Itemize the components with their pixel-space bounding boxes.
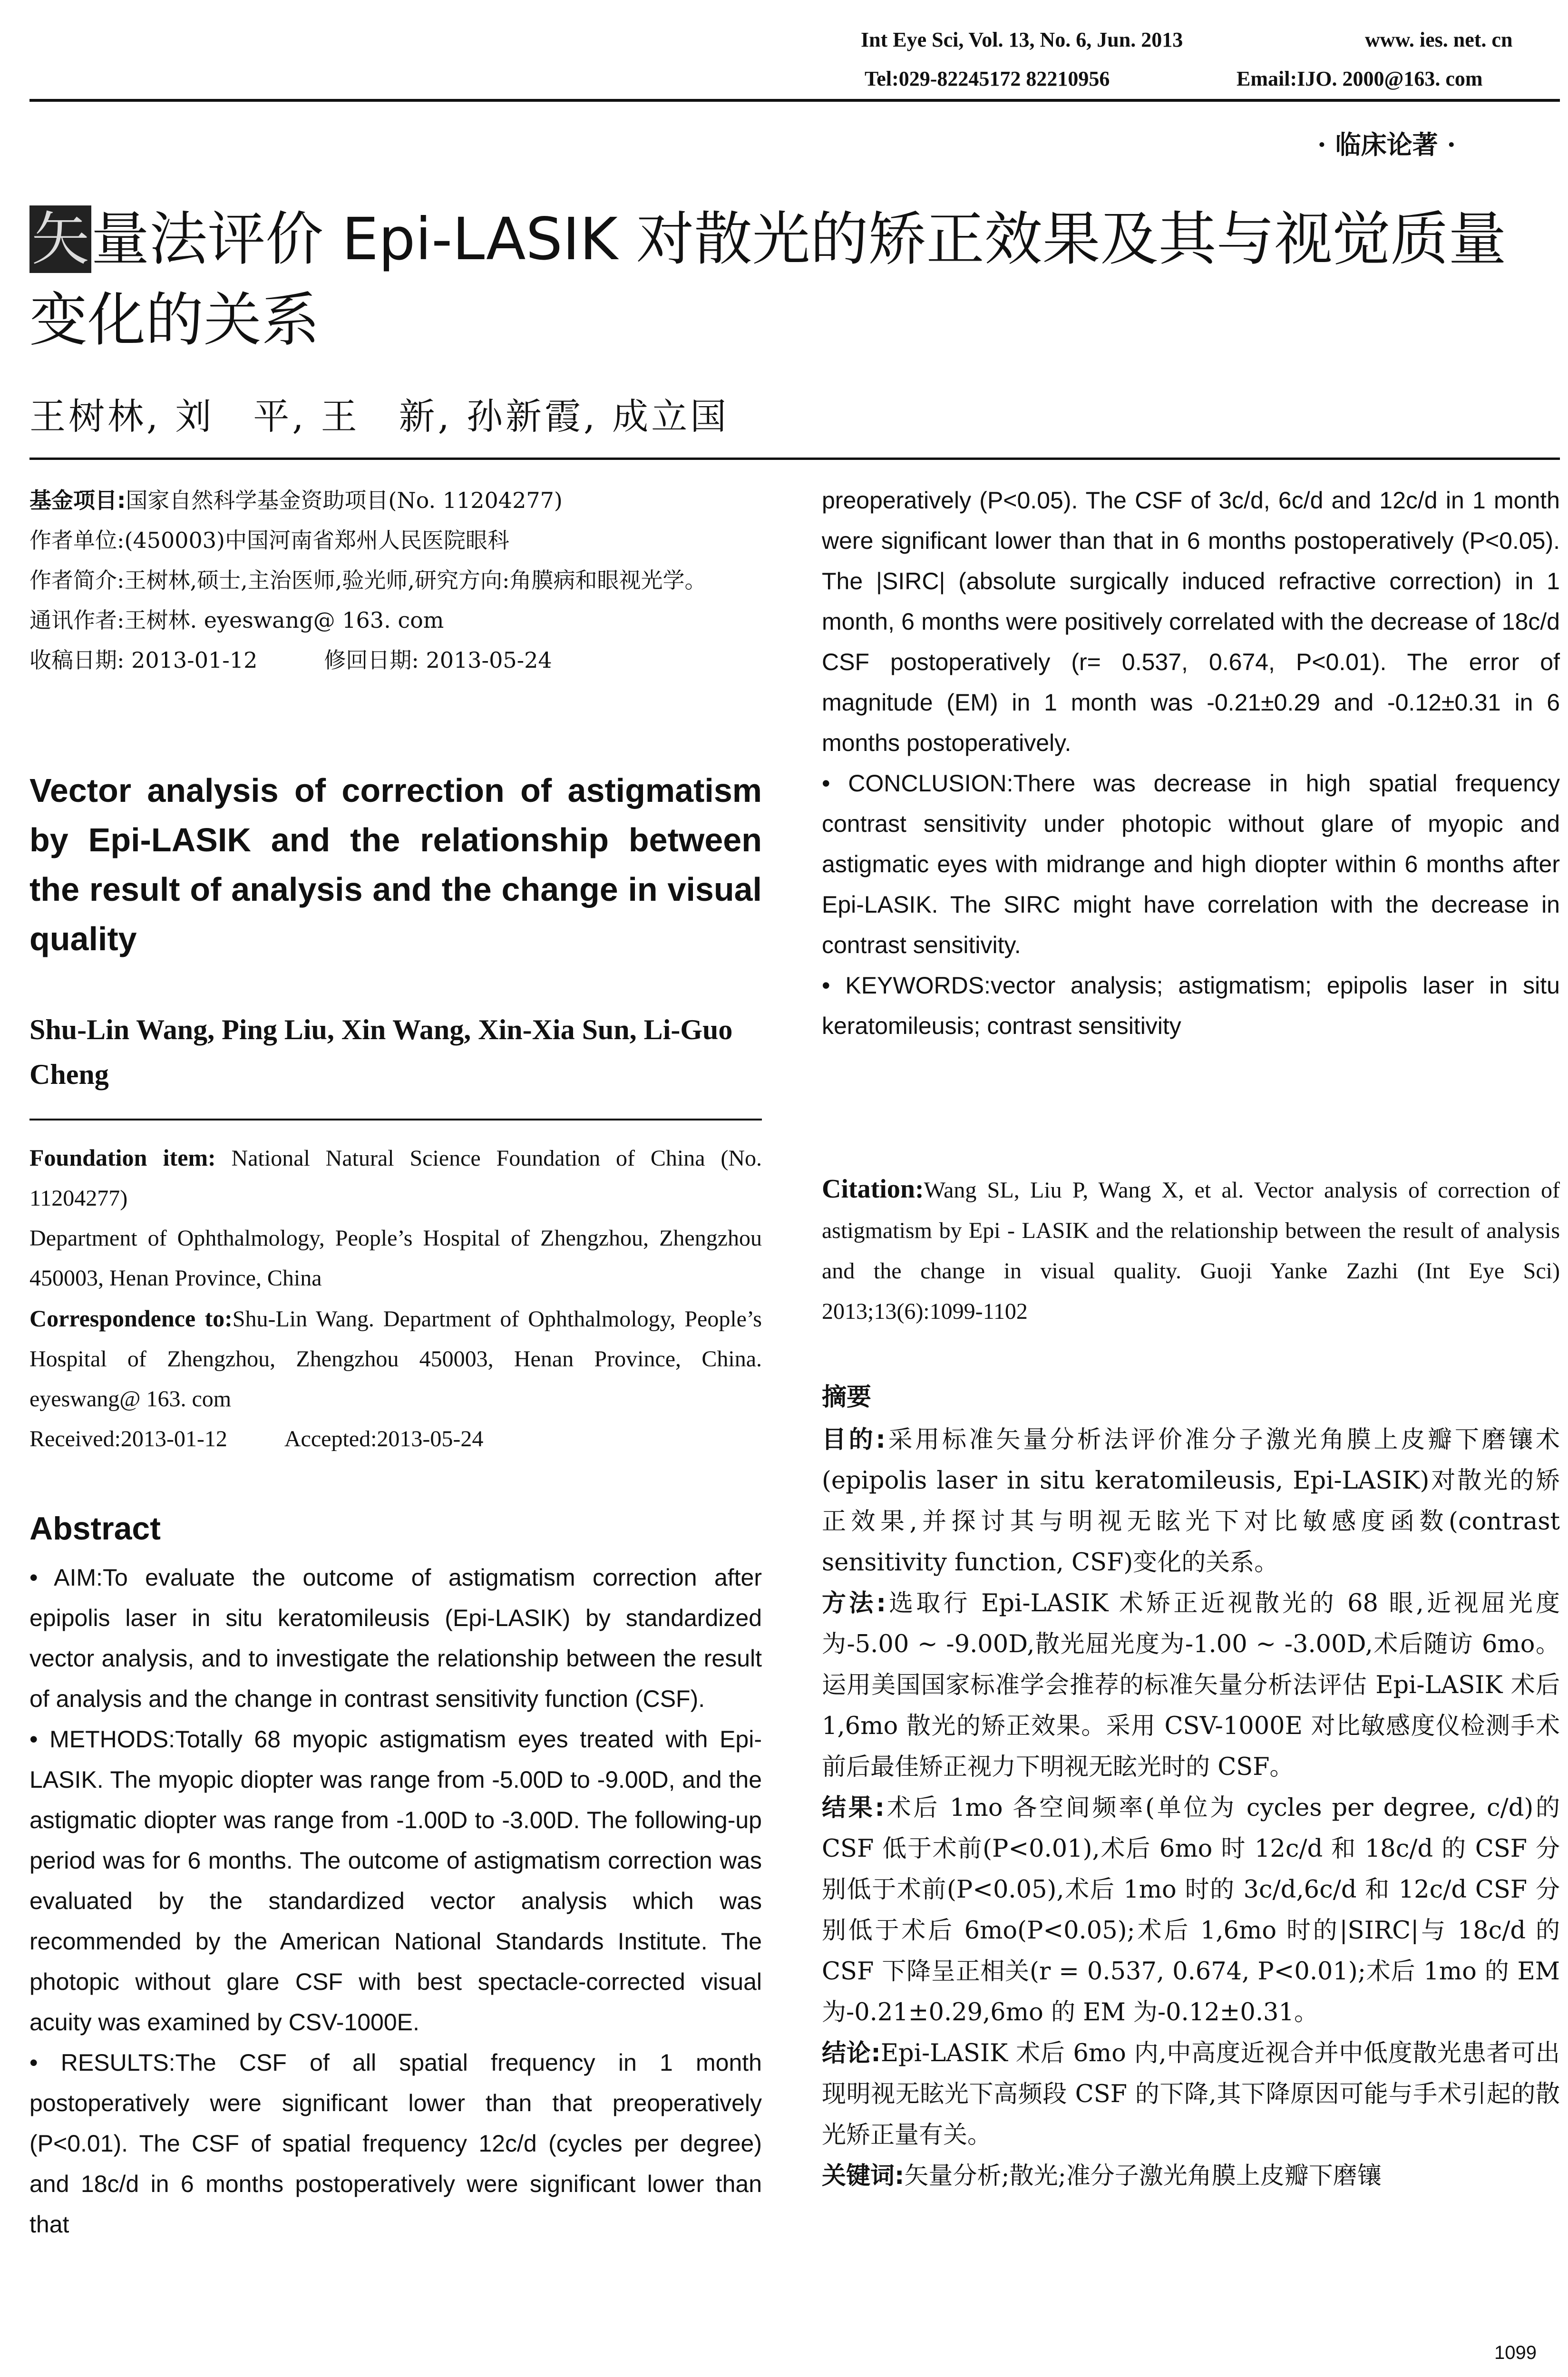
cn-aim-text: 采用标准矢量分析法评价准分子激光角膜上皮瓣下磨镶术(epipolis laser in situ keratomileusis, Epi-LASIK)对散光的矫正效果,并探讨其与明视无眩光下对比敏感度函数(contrast sensitivity function, CSF)变化的关系。	[822, 1426, 1560, 1577]
abstract-left-body	[29, 1558, 762, 2245]
abstract-results-left	[29, 2043, 762, 2245]
unit-line	[29, 520, 762, 560]
citation-block	[822, 1169, 1560, 1332]
cn-methods-label: 方法:	[822, 1589, 886, 1617]
abstract-aim	[29, 1558, 762, 1719]
cn-abstract-body	[822, 1420, 1560, 2197]
authors-rule	[29, 1119, 762, 1120]
aim-label: • AIM:	[29, 1564, 103, 1591]
keywords-text: vector analysis; astigmatism; epipolis laser in situ keratomileusis; contrast sensitivity	[822, 972, 1560, 1039]
intro-label: 作者简介:	[29, 567, 125, 593]
cn-results	[822, 1788, 1560, 2033]
page-number: 1099	[1494, 2342, 1537, 2363]
abstract-right-body	[822, 480, 1560, 1046]
received-en: Received:2013-01-12	[29, 1426, 227, 1452]
title-rest: 量法评价 Epi-LASIK 对散光的矫正效果及其与视觉质量变化的关系	[29, 205, 1507, 354]
journal-email: Email:IJO. 2000@163. com	[1237, 67, 1483, 90]
aim-text: To evaluate the outcome of astigmatism correction after epipolis laser in situ keratomileusis (Epi-LASIK) by standardized vector analysis, and to investigate the relationship between the result of analysis and the change in contrast sensitivity function (CSF).	[29, 1564, 762, 1712]
english-metadata	[29, 1138, 762, 1459]
department-line: Department of Ophthalmology, People’s Hospital of Zhengzhou, Zhengzhou 450003, Henan Province, China	[29, 1226, 762, 1291]
corr-line	[29, 600, 762, 640]
correspondence-line	[29, 1298, 762, 1419]
citation-text: Wang SL, Liu P, Wang X, et al. Vector analysis of correction of astigmatism by Epi - LASIK and the relationship between the result of analysis and the change in visual quality. Guoji Yanke Zazhi (Int Eye Sci) 2013;13(6):1099-1102	[822, 1178, 1560, 1324]
article-category: · 临床论著 ·	[1317, 129, 1456, 160]
abstract-conclusion	[822, 763, 1560, 965]
header-rule	[29, 99, 1560, 102]
intro-line	[29, 560, 762, 600]
cn-keywords-text: 矢量分析;散光;准分子激光角膜上皮瓣下磨镶	[904, 2162, 1382, 2190]
corr-text: 王树林. eyeswang@ 163. com	[124, 607, 444, 633]
methods-label: • METHODS:	[29, 1726, 175, 1753]
abstract-keywords	[822, 965, 1560, 1046]
citation-label: Citation:	[822, 1174, 924, 1204]
title-rule	[29, 458, 1560, 460]
cn-results-label: 结果:	[822, 1794, 885, 1822]
abstract-heading: Abstract	[29, 1510, 161, 1547]
cn-results-text: 术后 1mo 各空间频率(单位为 cycles per degree, c/d)的 CSF 低于术前(P<0.01),术后 6mo 时 12c/d 和 18c/d 的 CSF 分别低于术前(P<0.05),术后 1mo 时的 3c/d,6c/d 和 12c/d CSF 分别低于术后 6mo(P<0.05);术后 1,6mo 时的|SIRC|与 18c/d 的 CSF 下降呈正相关(r = 0.537, 0.674, P<0.01);术后 1mo 的 EM 为-0.21±0.29,6mo 的 EM 为-0.12±0.31。	[822, 1794, 1560, 2026]
cn-keywords	[822, 2156, 1560, 2197]
english-authors: Shu-Lin Wang, Ping Liu, Xin Wang, Xin-Xia Sun, Li-Guo Cheng	[29, 1014, 733, 1090]
results-text-left: The CSF of all spatial frequency in 1 month postoperatively were significant lower than that preoperatively (P<0.01). The CSF of spatial frequency 12c/d (cycles per degree) and 18c/d in 6 months postoperatively were significant lower than that	[29, 2049, 762, 2238]
foundation-label: Foundation item:	[29, 1144, 216, 1171]
cn-methods	[822, 1583, 1560, 1788]
fund-line	[29, 480, 762, 520]
cn-aim-label: 目的:	[822, 1426, 886, 1454]
cn-conclusion-text: Epi-LASIK 术后 6mo 内,中高度近视合并中低度散光患者可出现明视无眩光下高频段 CSF 的下降,其下降原因可能与手术引起的散光矫正量有关。	[822, 2039, 1560, 2149]
results-label: • RESULTS:	[29, 2049, 175, 2076]
en-dates-line	[29, 1419, 762, 1459]
foundation-text: National Natural Science Foundation of China (No. 11204277)	[29, 1146, 762, 1211]
cn-conclusion-label: 结论:	[822, 2039, 881, 2067]
cn-conclusion	[822, 2033, 1560, 2156]
unit-text: (450003)中国河南省郑州人民医院眼科	[124, 527, 509, 553]
unit-label: 作者单位:	[29, 527, 125, 553]
fund-label: 基金项目:	[29, 487, 126, 513]
abstract-results-right: preoperatively (P<0.05). The CSF of 3c/d, 6c/d and 12c/d in 1 month were significant lower than that in 6 months postoperatively (P<0.05). The |SIRC| (absolute surgically induced refractive correction) in 1 month, 6 months were positively correlated with the decrease of 18c/d CSF postoperatively (r= 0.537, 0.674, P<0.01). The error of magnitude (EM) in 1 month was -0.21±0.29 and -0.12±0.31 in 6 months postoperatively.	[822, 487, 1560, 756]
corr-label: 通讯作者:	[29, 607, 125, 633]
methods-text: Totally 68 myopic astigmatism eyes treated with Epi-LASIK. The myopic diopter was range from -5.00D to -9.00D, and the astigmatic diopter was range from -1.00D to -3.00D. The following-up period was for 6 months. The outcome of astigmatism correction was evaluated by the standardized vector analysis which was recommended by the American National Standards Institute. The photopic without glare CSF with best spectacle-corrected visual acuity was examined by CSV-1000E.	[29, 1726, 762, 2036]
journal-tel: Tel:029-82245172 82210956	[865, 67, 1110, 90]
journal-citation: Int Eye Sci, Vol. 13, No. 6, Jun. 2013	[861, 28, 1183, 51]
authors-chinese: 王树林, 刘 平, 王 新, 孙新霞, 成立国	[29, 395, 730, 438]
intro-text: 王树林,硕士,主治医师,验光师,研究方向:角膜病和眼视光学。	[124, 567, 707, 593]
article-title	[29, 199, 1560, 360]
fund-text: 国家自然科学基金资助项目(No. 11204277)	[126, 487, 563, 513]
english-title: Vector analysis of correction of astigmatism by Epi-LASIK and the relationship between the result of analysis and the change in visual quality	[29, 772, 762, 957]
chinese-metadata	[29, 480, 762, 680]
conclusion-label: • CONCLUSION:	[822, 770, 1013, 797]
received-cn: 收稿日期: 2013-01-12	[29, 647, 258, 673]
cn-aim	[822, 1420, 1560, 1583]
correspondence-text: Shu-Lin Wang. Department of Ophthalmology, People’s Hospital of Zhengzhou, Zhengzhou 450003, Henan Province, China. eyeswang@ 163. com	[29, 1306, 762, 1412]
dates-line	[29, 640, 762, 680]
cn-keywords-label: 关键词:	[822, 2162, 905, 2190]
title-first-char: 矢	[29, 205, 91, 273]
abstract-methods	[29, 1719, 762, 2043]
journal-website: www. ies. net. cn	[1365, 28, 1513, 51]
correspondence-label: Correspondence to:	[29, 1305, 233, 1332]
accepted-en: Accepted:2013-05-24	[284, 1426, 484, 1452]
conclusion-text: There was decrease in high spatial frequency contrast sensitivity under photopic without glare of myopic and astigmatic eyes with midrange and high diopter within 6 months after Epi-LASIK. The SIRC might have correlation with the decrease in contrast sensitivity.	[822, 770, 1560, 958]
foundation-line	[29, 1138, 762, 1218]
revised-cn: 修回日期: 2013-05-24	[324, 647, 552, 673]
cn-abstract-heading: 摘要	[822, 1383, 872, 1412]
keywords-label: • KEYWORDS:	[822, 972, 991, 999]
cn-methods-text: 选取行 Epi-LASIK 术矫正近视散光的 68 眼,近视屈光度为-5.00 ~ -9.00D,散光屈光度为-1.00 ~ -3.00D,术后随访 6mo。运用美国国家标准学会推荐的标准矢量分析法评估 Epi-LASIK 术后 1,6mo 散光的矫正效果。采用 CSV-1000E 对比敏感度仪检测手术前后最佳矫正视力下明视无眩光时的 CSF。	[822, 1589, 1560, 1781]
